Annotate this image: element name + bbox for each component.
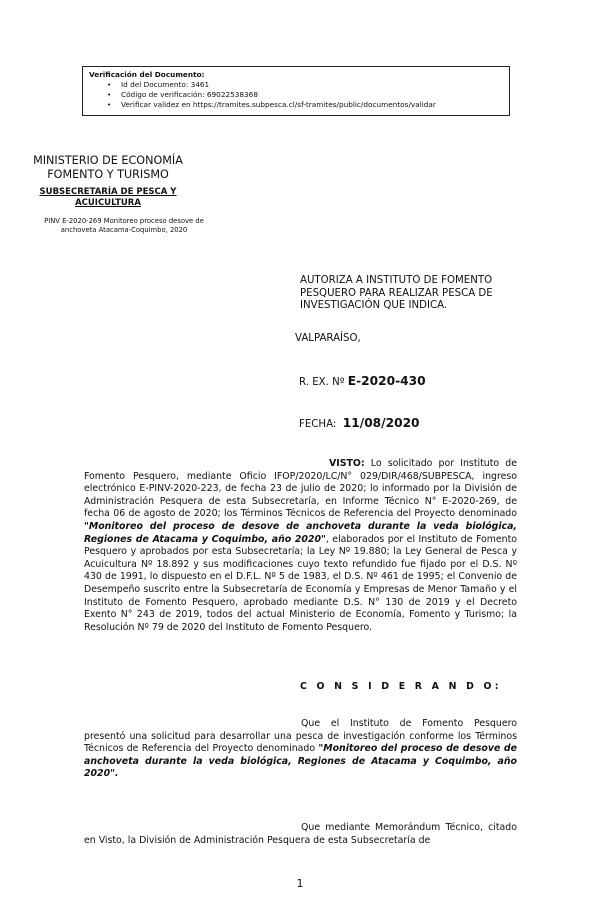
visto-project-name: "Monitoreo del proceso de desove de anchoveta durante la veda biológica, Regiones de Atacama y Coquimbo, año 2020" [84,520,517,545]
verification-list [89,80,503,110]
place: VALPARAÍSO, [295,333,361,344]
title-line-2: PESQUERO PARA REALIZAR PESCA DE [300,287,493,299]
subsecretaria-line-2: ACUICULTURA [75,198,141,208]
visto-label: VISTO: [329,458,365,469]
document-title [300,275,525,313]
pinv-reference [20,217,228,235]
paragraph1-project-name: "Monitoreo del proceso de desove de anchoveta durante la veda biológica, Regiones de Atacama y Coquimbo, año 2020". [84,743,517,780]
ministry-header [20,154,196,182]
resolution-number [299,374,426,388]
visto-paragraph [84,458,517,634]
ministry-line-1: MINISTERIO DE ECONOMÍA [33,154,183,167]
visto-text-2: , elaborados por el Instituto de Fomento Pesquero y aprobados por esta Subsecretaría; la Ley Nº 19.880; la Ley General de Pesca y Acuicultura Nº 18.892 y sus modificaciones cuyo texto refundido fue fijado por el D.S. Nº 430 de 1991, lo dispuesto en el D.F.L. Nº 5 de 1983, el D.S. Nº 461 de 1995; el Convenio de Desempeño suscrito entre la Subsecretaría de Economía y Empresas de Menor Tamaño y el Instituto de Fomento Pesquero, aprobado mediante D.S. N° 130 de 2019 y el Decreto Exento N° 243 de 2019, todos del actual Ministerio de Economía, Fomento y Turismo; la Resolución Nº 79 de 2020 del Instituto de Fomento Pesquero. [84,533,517,633]
verification-title: Verificación del Documento: [89,70,205,79]
considerando-paragraph-2 [84,822,517,847]
resolution-value: E-2020-430 [347,374,426,388]
considerando-heading: C O N S I D E R A N D O: [300,681,502,692]
subsecretaria-line-1: SUBSECRETARÍA DE PESCA Y [39,187,177,197]
date-value: 11/08/2020 [342,416,420,430]
resolution-date [299,416,420,430]
verification-url[interactable]: • Verificar validez en https://tramites.subpesca.cl/sf-tramites/public/documentos/validar [121,100,503,110]
paragraph1-text: Que el Instituto de Fomento Pesquero presentó una solicitud para desarrollar una pesca de investigación conforme los Términos Técnicos de Referencia del Proyecto denominado [84,718,517,755]
subsecretaria-header [20,187,196,209]
ministry-line-2: FOMENTO Y TURISMO [47,168,169,181]
title-line-1: AUTORIZA A INSTITUTO DE FOMENTO [300,275,493,286]
date-label: FECHA: [299,419,337,430]
pinv-line-1: PINV E-2020-269 Monitoreo proceso desove de [44,217,204,225]
paragraph2-text: Que mediante Memorándum Técnico, citado en Visto, la División de Administración Pesquera de esta Subsecretaría de [84,822,517,846]
page-number: 1 [296,877,304,890]
resolution-label: R. EX. Nº [299,377,345,388]
verification-id: • Id del Documento: 3461 [121,80,503,90]
considerando-paragraph-1 [84,718,517,781]
title-line-3: INVESTIGACIÓN QUE INDICA. [300,300,448,312]
verification-box [82,66,510,116]
visto-text-1: Lo solicitado por Instituto de Fomento Pesquero, mediante Oficio IFOP/2020/LC/N° 029/DIR/468/SUBPESCA, ingreso electrónico E-PINV-2020-223, de fecha 23 de julio de 2020; lo informado por la División de Administración Pesquera de esta Subsecretaría, en Informe Técnico N° E-2020-269, de fecha 06 de agosto de 2020; los Términos Técnicos de Referencia del Proyecto denominado [84,458,517,520]
verification-code: • Código de verificación: 69022538368 [121,90,503,100]
pinv-line-2: anchoveta Atacama-Coquimbo, 2020 [60,226,188,234]
